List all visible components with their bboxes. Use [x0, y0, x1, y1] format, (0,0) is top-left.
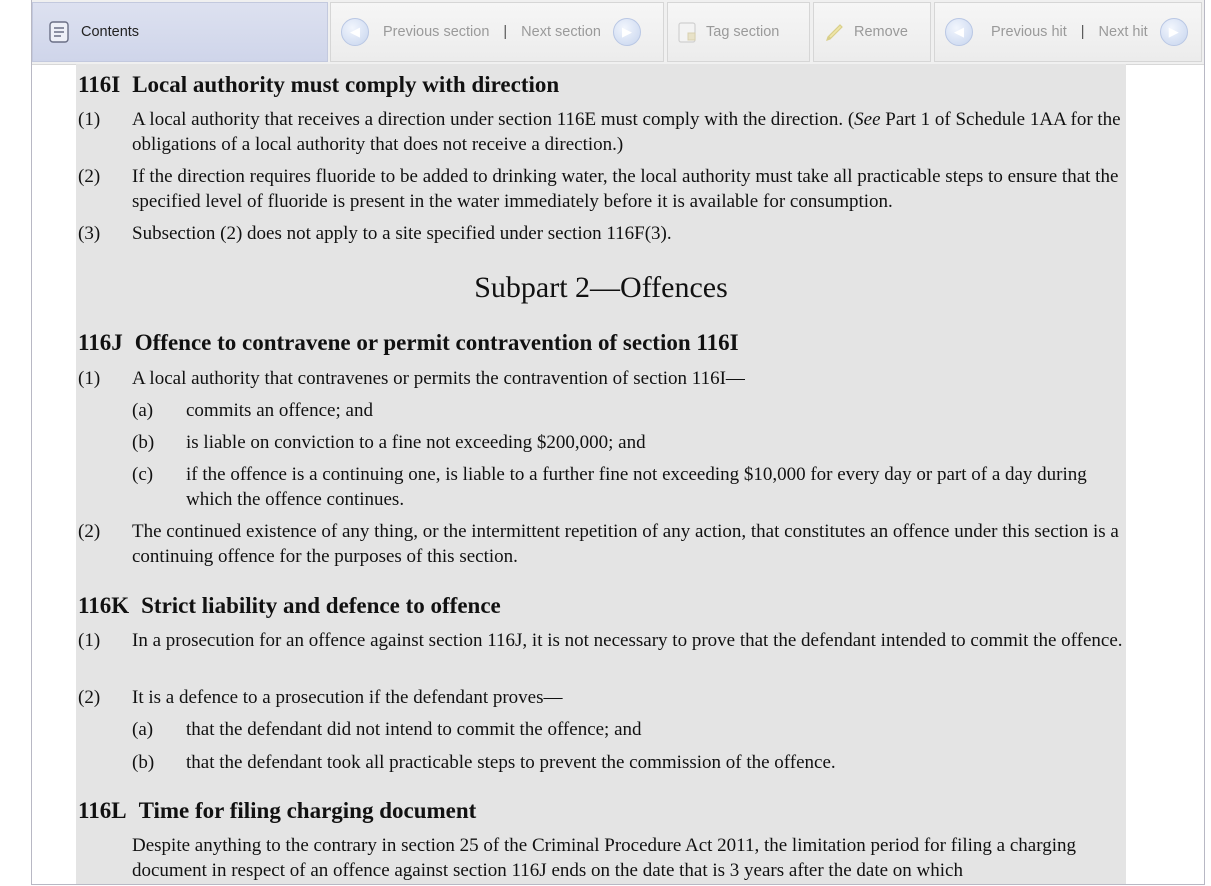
contents-label: Contents: [81, 24, 140, 40]
section-title: Time for filing charging document: [138, 798, 477, 823]
remove-button[interactable]: [813, 2, 931, 62]
subsection-label: (3): [78, 223, 101, 244]
paragraph-label: (b): [132, 432, 155, 453]
next-hit-button[interactable]: Next hit: [1098, 24, 1148, 40]
tag-section-button[interactable]: [667, 2, 810, 62]
legislation-content: [76, 64, 1126, 885]
section-heading-116K: [78, 593, 501, 618]
section-number: 116I: [78, 72, 121, 97]
subsection-label: (1): [78, 630, 101, 651]
paragraph-text: that the defendant took all practicable steps to prevent the commission of the offence.: [186, 752, 836, 773]
paragraph-label: (b): [132, 752, 155, 773]
hit-navigation: [934, 2, 1202, 62]
paragraph-text: commits an offence; and: [186, 400, 373, 421]
toolbar: [32, 0, 1204, 65]
text-run: A local authority that receives a direction under section 116E must comply with the direction. (: [132, 109, 855, 130]
paragraph-label: (a): [132, 400, 154, 421]
section-number: 116K: [78, 593, 130, 618]
subsection-label: (2): [78, 166, 101, 187]
subsection-text: In a prosecution for an offence against section 116J, it is not necessary to prove that the defendant intended to commit the offence.: [132, 630, 1123, 651]
section-title: Local authority must comply with direction: [132, 72, 560, 97]
previous-hit-button[interactable]: Previous hit: [991, 24, 1067, 40]
next-section-icon[interactable]: ▶: [613, 18, 641, 46]
text-run: Part 1 of Schedule 1AA for the obligations of a local authority that does not receive a direction.): [132, 109, 1121, 155]
contents-button[interactable]: [32, 2, 328, 62]
subsection-text: A local authority that contravenes or permits the contravention of section 116I—: [132, 368, 745, 389]
subsection-text: Subsection (2) does not apply to a site specified under section 116F(3).: [132, 223, 672, 244]
previous-hit-icon[interactable]: ◀: [945, 18, 973, 46]
paragraph-label: (c): [132, 464, 154, 485]
section-navigation: [330, 2, 664, 62]
section-number: 116J: [78, 330, 123, 355]
section-heading-116I: [78, 72, 559, 97]
next-hit-icon[interactable]: ▶: [1160, 18, 1188, 46]
subsection-text: It is a defence to a prosecution if the defendant proves—: [132, 687, 563, 708]
subpart-heading: Subpart 2—Offences: [474, 271, 728, 304]
tag-icon: [678, 21, 698, 43]
section-title: Offence to contravene or permit contravention of section 116I: [134, 330, 739, 355]
italic-text: See: [854, 109, 881, 130]
nav-separator: |: [503, 24, 508, 40]
tag-section-label: Tag section: [706, 24, 780, 40]
section-number: 116L: [78, 798, 127, 823]
subsection-label: (1): [78, 368, 101, 389]
subsection-text: Despite anything to the contrary in section 25 of the Criminal Procedure Act 2011, the limitation period for filing a charging document in respect of an offence against section 116J ends on the date that is 3 years after the date on which: [132, 835, 1076, 881]
paragraph-text: is liable on conviction to a fine not exceeding $200,000; and: [186, 432, 646, 453]
paragraph-text: that the defendant did not intend to commit the offence; and: [186, 719, 642, 740]
previous-section-button[interactable]: Previous section: [383, 24, 490, 40]
subsection-label: (2): [78, 687, 101, 708]
subsection-label: (1): [78, 109, 101, 130]
section-heading-116J: [78, 330, 739, 355]
subsection-text: The continued existence of any thing, or the intermittent repetition of any action, that constitutes an offence under this section is a continuing offence for the purposes of this section.: [132, 521, 1119, 567]
remove-label: Remove: [854, 24, 908, 40]
highlighter-icon: [824, 21, 846, 43]
section-heading-116L: [78, 798, 476, 823]
document-icon: [49, 21, 69, 43]
next-section-button[interactable]: Next section: [521, 24, 601, 40]
paragraph-text: if the offence is a continuing one, is liable to a further fine not exceeding $10,000 for every day or part of a day during which the offence continues.: [186, 464, 1087, 510]
subsection-text: If the direction requires fluoride to be added to drinking water, the local authority must take all practicable steps to ensure that the specified level of fluoride is present in the water immediately before it is available for consumption.: [132, 166, 1119, 212]
paragraph-label: (a): [132, 719, 154, 740]
hit-separator: |: [1080, 24, 1085, 40]
subsection-text: [132, 107, 1125, 157]
section-title: Strict liability and defence to offence: [141, 593, 501, 618]
subsection-label: (2): [78, 521, 101, 542]
previous-section-icon[interactable]: ◀: [341, 18, 369, 46]
document-viewer: [31, 0, 1205, 885]
